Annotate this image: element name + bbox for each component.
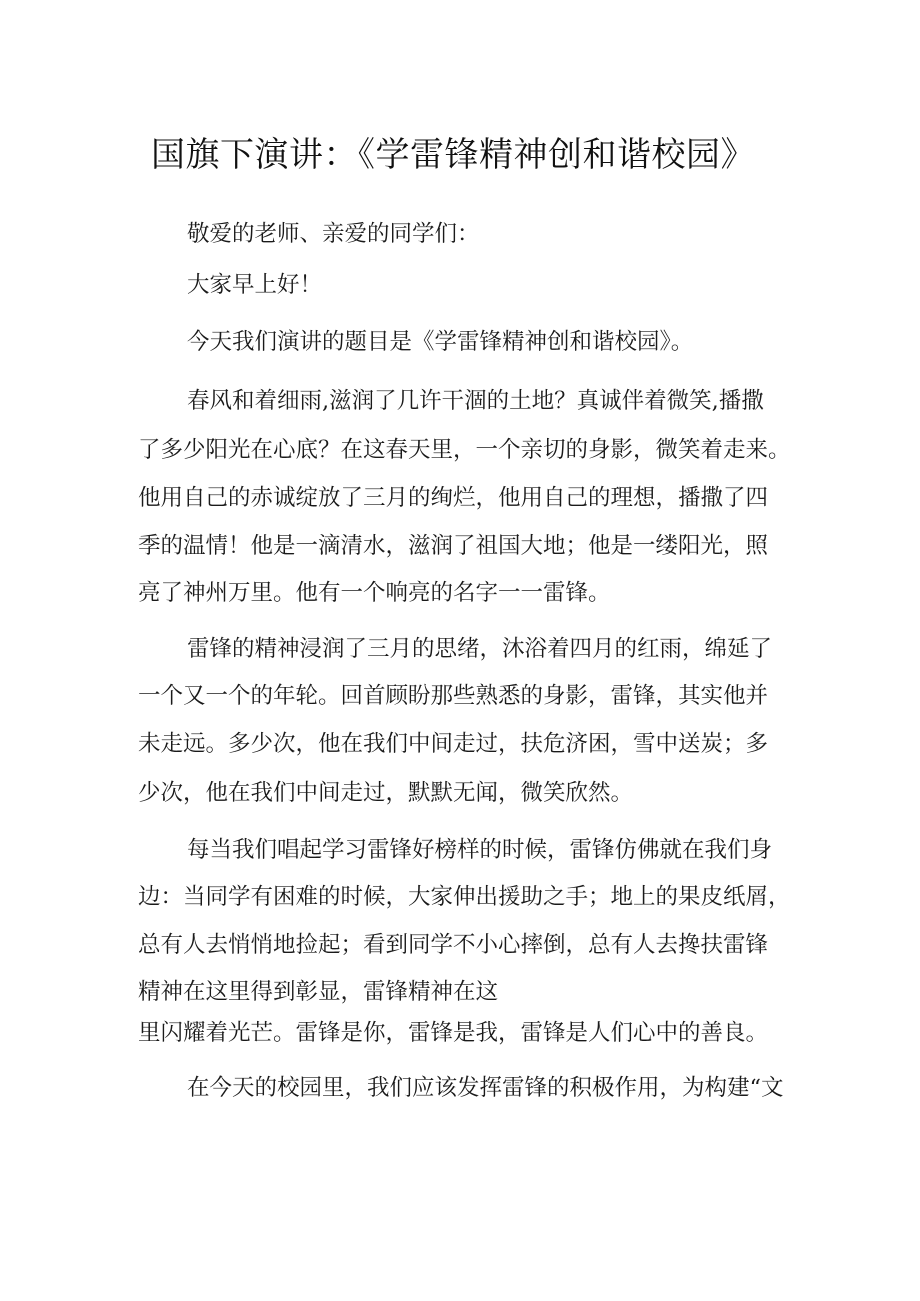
- paragraph-line: 边：当同学有困难的时候，大家伸出援助之手；地上的果皮纸屑，: [138, 884, 791, 910]
- paragraph-line: 亮了神州万里。他有一个响亮的名字一一雷锋。: [138, 580, 611, 606]
- paragraph-line: 在今天的校园里，我们应该发挥雷锋的积极作用，为构建“文: [187, 1075, 784, 1101]
- salutation-line: 敬爱的老师、亲爱的同学们：: [187, 221, 480, 247]
- paragraph-line: 总有人去悄悄地捡起；看到同学不小心摔倒，总有人去搀扶雷锋: [138, 932, 769, 958]
- paragraph-line: 每当我们唱起学习雷锋好榜样的时候，雷锋仿佛就在我们身: [187, 837, 773, 863]
- paragraph-line: 里闪耀着光芒。雷锋是你，雷锋是我，雷锋是人们心中的善良。: [138, 1020, 769, 1046]
- paragraph-line: 季的温情！他是一滴清水，滋润了祖国大地；他是一缕阳光，照: [138, 533, 769, 559]
- paragraph-line: 雷锋的精神浸润了三月的思绪，沐浴着四月的红雨，绵延了: [187, 636, 773, 662]
- paragraph-line: 了多少阳光在心底？在这春天里，一个亲切的身影，微笑着走来。: [138, 437, 791, 463]
- paragraph-line: 少次，他在我们中间走过，默默无闻，微笑欣然。: [138, 780, 634, 806]
- topic-line: 今天我们演讲的题目是《学雷锋精神创和谐校园》。: [187, 329, 694, 355]
- paragraph-line: 春风和着细雨,滋润了几许干涸的土地？真诚伴着微笑,播撒: [187, 388, 764, 414]
- paragraph-line: 未走远。多少次，他在我们中间走过，扶危济困，雪中送炭；多: [138, 731, 769, 757]
- paragraph-line: 他用自己的赤诚绽放了三月的绚烂，他用自己的理想，播撒了四: [138, 485, 769, 511]
- paragraph-line: 一个又一个的年轮。回首顾盼那些熟悉的身影，雷锋，其实他并: [138, 683, 769, 709]
- paragraph-line: 精神在这里得到彰显，雷锋精神在这: [138, 979, 499, 1005]
- document-title: 国旗下演讲：《学雷锋精神创和谐校园》: [151, 135, 755, 175]
- greeting-line: 大家早上好！: [187, 272, 323, 298]
